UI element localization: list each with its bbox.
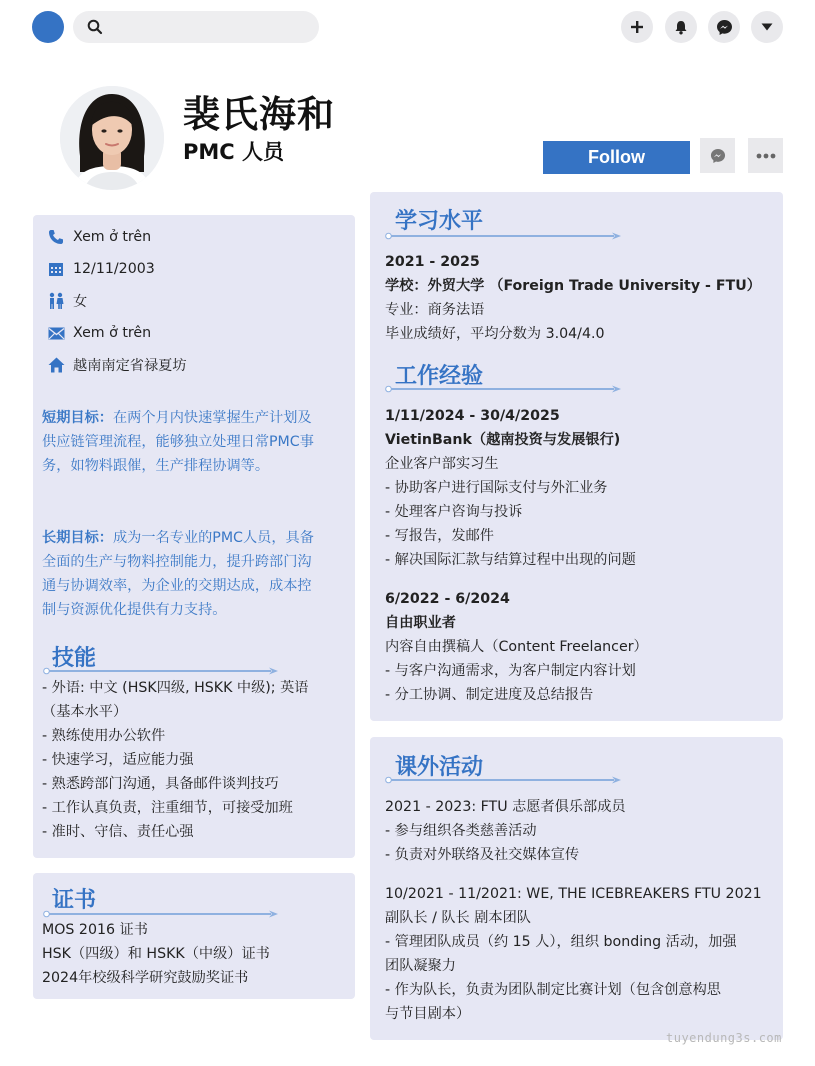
activity-line: 副队长 / 队长 剧本团队 [385,910,531,926]
bell-icon [674,20,688,35]
profile-photo [60,86,164,190]
activities-divider [385,776,622,784]
skill-line: - 熟练使用办公软件 [42,728,166,744]
contact-address [46,353,187,377]
more-options-button[interactable] [748,138,783,173]
skills-divider [43,667,279,675]
activity-line: 团队凝聚力 [385,958,456,974]
job-period: 6/2022 - 6/2024 [385,591,510,607]
contact-email-text: Xem ở trên [73,325,152,341]
logo-icon[interactable] [32,11,64,43]
skills-title: 技能 [52,646,97,671]
activity-line: 10/2021 - 11/2021: WE, THE ICEBREAKERS FTU 2021 [385,886,762,902]
skill-line: - 工作认真负责，注重细节，可接受加班 [42,800,293,816]
phone-icon [48,229,64,245]
more-dots-icon [756,153,776,159]
certificate-item: 2024年校级科学研究鼓励奖证书 [42,970,249,986]
notifications-button[interactable] [665,11,697,43]
contact-birthday [46,257,155,281]
job-duty: - 与客户沟通需求，为客户制定内容计划 [385,663,636,679]
activities-title: 课外活动 [395,755,484,780]
search-icon [87,19,103,35]
work-divider [385,385,622,393]
long-term-goal-text: 成为一名专业的PMC人员，具备全面的生产与物料控制能力，提升跨部门沟通与协调效率，为企业的交期达成，成本控制与资源优化提供有力支持。 [42,530,314,618]
activity-line: - 作为队长，负责为团队制定比赛计划（包含创意构思 [385,982,721,998]
job-position: 企业客户部实习生 [385,456,499,472]
messenger-icon [716,19,733,36]
profile-name: 裴氏海和 [183,93,335,136]
home-icon [48,357,65,373]
certificate-item: MOS 2016 证书 [42,922,148,938]
job-period: 1/11/2024 - 30/4/2025 [385,408,560,424]
short-term-goal-text: 在两个月内快速掌握生产计划及供应链管理流程，能够独立处理日常PMC事务，如物料跟催，生产排程协调等。 [42,410,314,474]
long-term-goal [42,526,322,622]
job-company: 自由职业者 [385,615,456,631]
contact-phone [46,225,151,249]
follow-button[interactable]: Follow [543,141,690,174]
add-button[interactable] [621,11,653,43]
skill-line: - 快速学习，适应能力强 [42,752,194,768]
short-term-goal [42,406,322,478]
contact-gender [46,289,87,313]
contact-gender-text: 女 [73,294,88,310]
skill-line: - 外语: 中文 (HSK四级, HSKK 中级); 英语 [42,680,309,696]
education-period: 2021 - 2025 [385,254,480,270]
job-company: VietinBank（越南投资与发展银行) [385,432,621,448]
certificates-title: 证书 [52,888,97,913]
education-divider [385,232,622,240]
avatar [60,86,164,190]
gender-icon [47,292,65,310]
mail-icon [48,327,65,340]
job-duty: - 解决国际汇款与结算过程中出现的问题 [385,552,636,568]
job-duty: - 处理客户咨询与投诉 [385,504,523,520]
job-duty: - 分工协调、制定进度及总结报告 [385,687,594,703]
job-duty: - 协助客户进行国际支付与外汇业务 [385,480,608,496]
contact-email [46,321,151,345]
watermark: tuyendung3s.com [666,1031,782,1045]
contact-phone-text: Xem ở trên [73,229,152,245]
skill-line: - 准时、守信、责任心强 [42,824,194,840]
job-position: 内容自由撰稿人（Content Freelancer） [385,639,648,655]
job-duty: - 写报告，发邮件 [385,528,494,544]
skill-line: - 熟悉跨部门沟通，具备邮件谈判技巧 [42,776,279,792]
work-title: 工作经验 [395,364,484,389]
caret-down-icon [761,23,773,31]
contact-birthday-text: 12/11/2003 [73,261,155,277]
message-button[interactable] [700,138,735,173]
calendar-icon [48,261,64,277]
search-bar[interactable] [73,11,319,43]
education-gpa: 毕业成绩好，平均分数为 3.04/4.0 [385,326,605,342]
account-menu-button[interactable] [751,11,783,43]
long-term-goal-label: 长期目标： [42,530,113,546]
certificates-divider [43,910,279,918]
activity-line: 2021 - 2023: FTU 志愿者俱乐部成员 [385,799,626,815]
messenger-icon [710,148,726,164]
skill-line: （基本水平） [42,704,128,720]
short-term-goal-label: 短期目标： [42,410,113,426]
activity-line: - 负责对外联络及社交媒体宣传 [385,847,580,863]
education-school: 学校：外贸大学 （Foreign Trade University - FTU） [385,278,761,294]
contact-address-text: 越南南定省禄夏坊 [73,358,187,374]
activity-line: 与节目剧本） [385,1006,471,1022]
plus-icon [630,20,644,34]
certificate-item: HSK（四级）和 HSKK（中级）证书 [42,946,270,962]
education-major: 专业：商务法语 [385,302,485,318]
activity-line: - 参与组织各类慈善活动 [385,823,537,839]
profile-role: PMC 人员 [183,140,285,164]
education-title: 学习水平 [395,209,484,234]
messenger-button[interactable] [708,11,740,43]
activity-line: - 管理团队成员（约 15 人），组织 bonding 活动，加强 [385,934,737,950]
